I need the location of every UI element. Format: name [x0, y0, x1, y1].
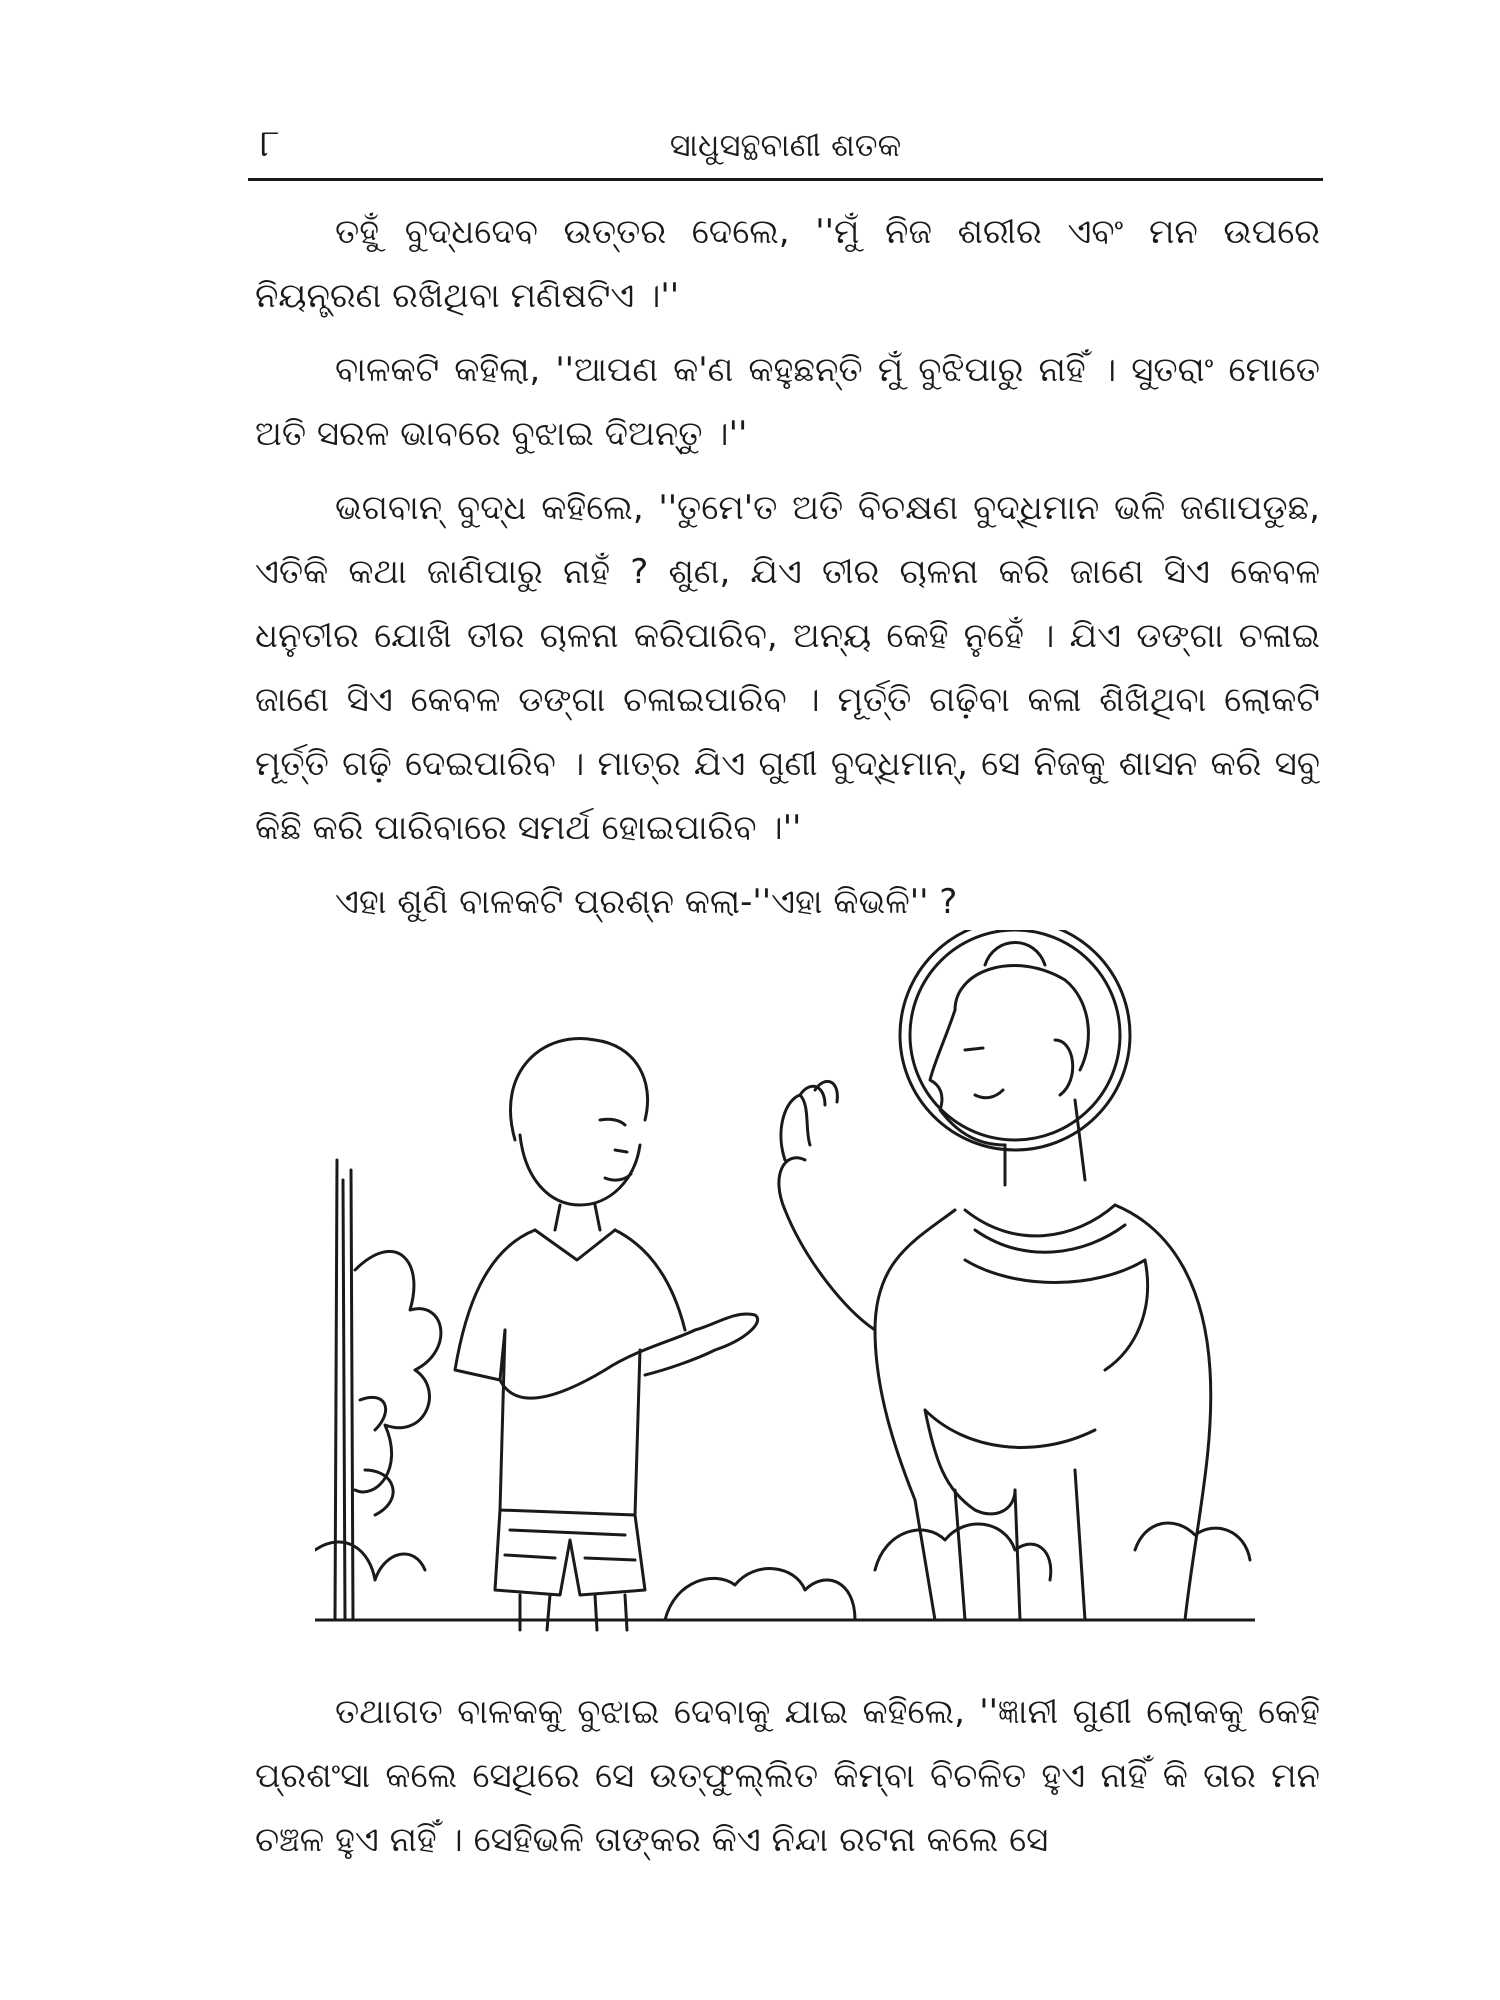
boy-figure: [455, 1038, 758, 1630]
paragraph: ଭଗବାନ୍ ବୁଦ୍ଧ କହିଲେ, ''ତୁମେ'ତ ଅତି ବିଚକ୍ଷଣ ବୁଦ୍ଧିମାନ ଭଳି ଜଣାପଡୁଛ, ଏତିକି କଥା ଜାଣିପାରୁ ନାହଁ ? ଶୁଣ, ଯିଏ ତୀର ଚାଳନା କରି ଜାଣେ ସିଏ କେବଳ ଧନୁତୀର ଯୋଖି ତୀର ଚାଳନା କରିପାରିବ, ଅନ୍ୟ କେହି ନୁହେଁ । ଯିଏ ଡଙ୍ଗା ଚଳାଇ ଜାଣେ ସିଏ କେବଳ ଡଙ୍ଗା ଚଳାଇପାରିବ । ମୂର୍ତ୍ତି ଗଢ଼ିବା କଳା ଶିଖିଥିବା ଲୋକଟି ମୂର୍ତ୍ତି ଗଢ଼ି ଦେଇପାରିବ । ମାତ୍ର ଯିଏ ଗୁଣୀ ବୁଦ୍ଧିମାନ୍, ସେ ନିଜକୁ ଶାସନ କରି ସବୁ କିଛି କରି ପାରିବାରେ ସମର୍ଥ ହୋଇପାରିବ ।'': [255, 488, 1320, 848]
halo: [900, 930, 1130, 1150]
running-title: ସାଧୁସନ୍ଥବାଣୀ ଶତକ: [669, 126, 902, 164]
body-text-bottom: [255, 1680, 1320, 1882]
page-number: ୮: [260, 121, 280, 165]
tree-sketch: [315, 1160, 441, 1620]
body-text-top: [255, 200, 1320, 944]
paragraph: ବାଳକଟି କହିଲା, ''ଆପଣ କ'ଣ କହୁଛନ୍ତି ମୁଁ ବୁଝିପାରୁ ନାହିଁ । ସୁତରାଂ ମୋତେ ଅତି ସରଳ ଭାବରେ ବୁଝାଇ ଦିଅନ୍ତୁ ।'': [255, 350, 1320, 454]
paragraph: ତହୁଁ ବୁଦ୍ଧଦେବ ଉତ୍ତର ଦେଲେ, ''ମୁଁ ନିଜ ଶରୀର ଏବଂ ମନ ଉପରେ ନିୟନ୍ତ୍ରଣ ରଖିଥିବା ମଣିଷଟିଏ ।'': [255, 212, 1320, 316]
paragraph: ଏହା ଶୁଣି ବାଳକଟି ପ୍ରଶ୍ନ କଲା-''ଏହା କିଭଳି'' ?: [335, 882, 958, 922]
buddha-figure: [779, 930, 1211, 1620]
buddha-and-boy-illustration: [315, 930, 1255, 1640]
page-header: [248, 118, 1323, 181]
paragraph: ତଥାଗତ ବାଳକକୁ ବୁଝାଇ ଦେବାକୁ ଯାଇ କହିଲେ, ''ଜ୍ଞାନୀ ଗୁଣୀ ଲୋକକୁ କେହି ପ୍ରଶଂସା କଲେ ସେଥିରେ ସେ ଉତ୍‌ଫୁଲ୍ଲିତ କିମ୍ବା ବିଚଳିତ ହୁଏ ନାହିଁ କି ତାର ମନ ଚଞ୍ଚଳ ହୁଏ ନାହିଁ । ସେହିଭଳି ତାଙ୍କର କିଏ ନିନ୍ଦା ରଟନା କଲେ ସେ: [255, 1692, 1320, 1860]
